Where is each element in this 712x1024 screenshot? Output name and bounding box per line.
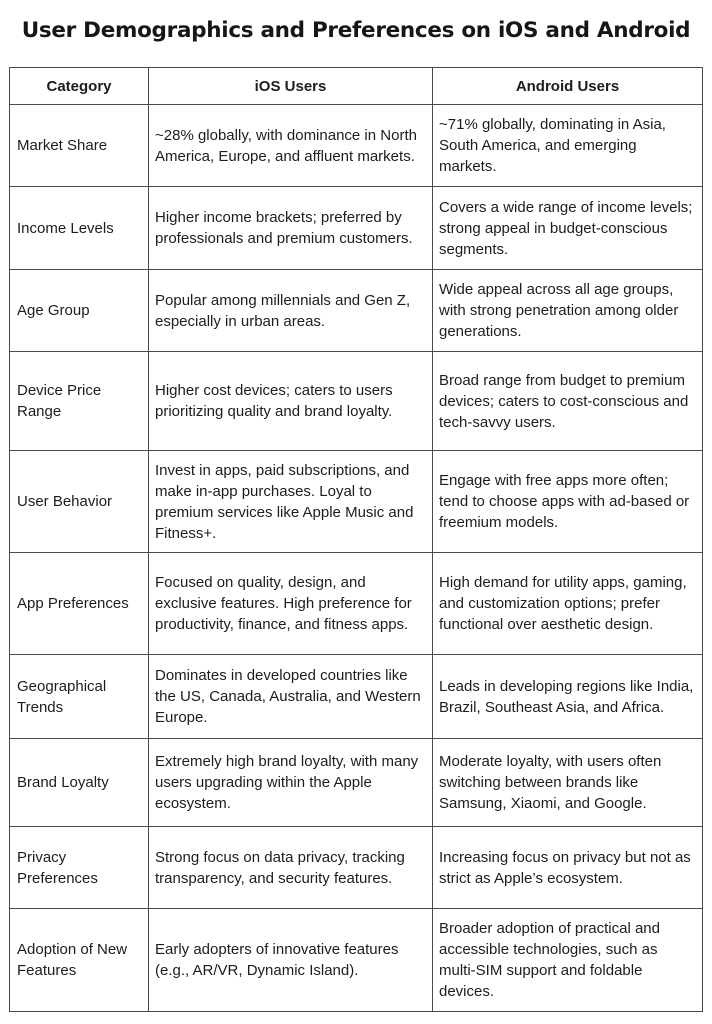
android-cell: Broader adoption of practical and accessible technologies, such as multi-SIM support and foldable devices. (433, 909, 703, 1012)
table-row (10, 352, 703, 451)
table-row (10, 105, 703, 187)
table-row (10, 909, 703, 1012)
ios-cell: Higher cost devices; caters to users prioritizing quality and brand loyalty. (149, 352, 433, 451)
ios-cell: Strong focus on data privacy, tracking transparency, and security features. (149, 827, 433, 909)
ios-cell: Dominates in developed countries like the US, Canada, Australia, and Western Europe. (149, 655, 433, 739)
category-cell: Geographical Trends (10, 655, 149, 739)
ios-cell: Popular among millennials and Gen Z, especially in urban areas. (149, 270, 433, 352)
android-cell: ~71% globally, dominating in Asia, South America, and emerging markets. (433, 105, 703, 187)
table-row (10, 451, 703, 553)
column-header-ios: iOS Users (149, 68, 433, 105)
table-row (10, 187, 703, 270)
android-cell: Leads in developing regions like India, Brazil, Southeast Asia, and Africa. (433, 655, 703, 739)
table-row (10, 553, 703, 655)
ios-cell: Focused on quality, design, and exclusive features. High preference for productivity, finance, and fitness apps. (149, 553, 433, 655)
android-cell: Engage with free apps more often; tend to choose apps with ad-based or freemium models. (433, 451, 703, 553)
ios-cell: Extremely high brand loyalty, with many users upgrading within the Apple ecosystem. (149, 739, 433, 827)
category-cell: Device Price Range (10, 352, 149, 451)
category-cell: App Preferences (10, 553, 149, 655)
table-row (10, 655, 703, 739)
ios-cell: Invest in apps, paid subscriptions, and make in-app purchases. Loyal to premium services like Apple Music and Fitness+. (149, 451, 433, 553)
table-row (10, 827, 703, 909)
comparison-table (9, 67, 703, 1012)
column-header-android: Android Users (433, 68, 703, 105)
category-cell: Brand Loyalty (10, 739, 149, 827)
table-header-row (10, 68, 703, 105)
android-cell: Wide appeal across all age groups, with strong penetration among older generations. (433, 270, 703, 352)
column-header-category: Category (10, 68, 149, 105)
ios-cell: Early adopters of innovative features (e.g., AR/VR, Dynamic Island). (149, 909, 433, 1012)
ios-cell: Higher income brackets; preferred by professionals and premium customers. (149, 187, 433, 270)
table-row (10, 270, 703, 352)
table-row (10, 739, 703, 827)
android-cell: Moderate loyalty, with users often switching between brands like Samsung, Xiaomi, and Google. (433, 739, 703, 827)
category-cell: Adoption of New Features (10, 909, 149, 1012)
category-cell: Privacy Preferences (10, 827, 149, 909)
android-cell: Broad range from budget to premium devices; caters to cost-conscious and tech-savvy users. (433, 352, 703, 451)
category-cell: User Behavior (10, 451, 149, 553)
page-title: User Demographics and Preferences on iOS and Android (21, 18, 691, 43)
category-cell: Market Share (10, 105, 149, 187)
android-cell: Covers a wide range of income levels; strong appeal in budget-conscious segments. (433, 187, 703, 270)
android-cell: Increasing focus on privacy but not as strict as Apple’s ecosystem. (433, 827, 703, 909)
ios-cell: ~28% globally, with dominance in North America, Europe, and affluent markets. (149, 105, 433, 187)
category-cell: Income Levels (10, 187, 149, 270)
android-cell: High demand for utility apps, gaming, and customization options; prefer functional over aesthetic design. (433, 553, 703, 655)
category-cell: Age Group (10, 270, 149, 352)
